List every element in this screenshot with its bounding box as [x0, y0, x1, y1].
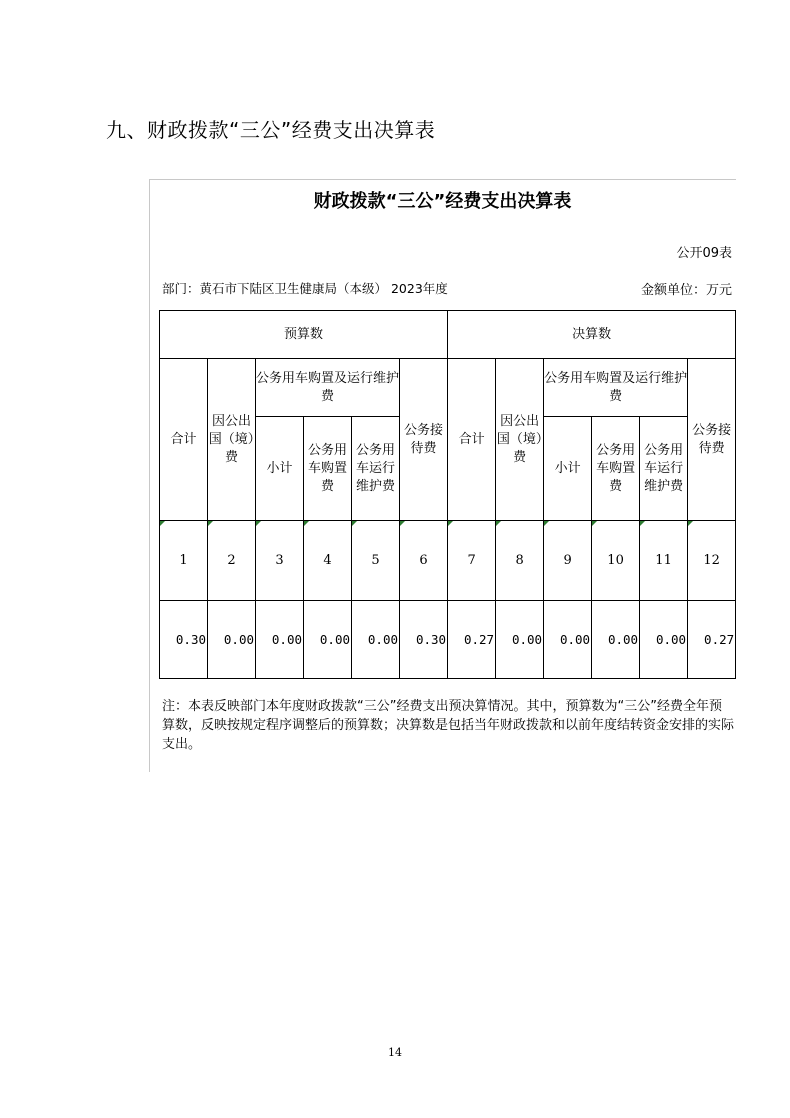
column-number-text: 4 [323, 552, 332, 568]
budget-total-value: 0.30 [160, 601, 208, 679]
cell-indicator [208, 521, 213, 526]
form-code: 公开09表 [676, 246, 732, 261]
final-reception-value: 0.27 [688, 601, 736, 679]
final-vehicle-subtotal-value: 0.00 [544, 601, 592, 679]
cell-indicator [544, 521, 549, 526]
cell-indicator [160, 521, 165, 526]
column-number-text: 1 [179, 552, 188, 568]
cell-indicator [592, 521, 597, 526]
final-vehicle-purchase-value: 0.00 [592, 601, 640, 679]
column-number-text: 2 [227, 552, 236, 568]
final-group-header: 决算数 [448, 311, 736, 359]
final-vehicle-group-header: 公务用车购置及运行维护费 [544, 359, 688, 417]
cell-indicator [256, 521, 261, 526]
budget-vehicle-operation-header: 公务用车运行维护费 [352, 417, 400, 521]
column-number-text: 10 [607, 552, 624, 568]
budget-vehicle-subtotal-value: 0.00 [256, 601, 304, 679]
column-number-text: 9 [563, 552, 572, 568]
budget-reception-value: 0.30 [400, 601, 448, 679]
budget-group-header: 预算数 [160, 311, 448, 359]
cell-indicator [448, 521, 453, 526]
column-number [208, 521, 256, 601]
cell-indicator [640, 521, 645, 526]
value-row [160, 601, 736, 679]
budget-abroad-value: 0.00 [208, 601, 256, 679]
budget-reception-header: 公务接待费 [400, 359, 448, 521]
budget-total-header: 合计 [160, 359, 208, 521]
column-number [400, 521, 448, 601]
page-number: 14 [388, 1046, 402, 1059]
final-vehicle-operation-value: 0.00 [640, 601, 688, 679]
final-vehicle-operation-header: 公务用车运行维护费 [640, 417, 688, 521]
final-vehicle-purchase-header: 公务用车购置费 [592, 417, 640, 521]
final-subtotal-header: 小计 [544, 417, 592, 521]
final-total-header: 合计 [448, 359, 496, 521]
department-label: 部门：黄石市下陆区卫生健康局（本级） 2023年度 [162, 281, 448, 296]
three-public-expense-table [159, 310, 736, 679]
section-heading: 九、财政拨款“三公”经费支出决算表 [106, 118, 436, 142]
column-number [640, 521, 688, 601]
budget-vehicle-purchase-value: 0.00 [304, 601, 352, 679]
column-number [544, 521, 592, 601]
column-number-text: 7 [467, 552, 476, 568]
final-abroad-header: 因公出国（境）费 [496, 359, 544, 521]
sheet-title: 财政拨款“三公”经费支出决算表 [313, 191, 572, 212]
column-number [592, 521, 640, 601]
budget-vehicle-operation-value: 0.00 [352, 601, 400, 679]
column-number [304, 521, 352, 601]
column-number [352, 521, 400, 601]
sheet-frame-left-border [149, 179, 150, 772]
column-number-row [160, 521, 736, 601]
unit-label: 金额单位：万元 [640, 283, 732, 298]
cell-indicator [304, 521, 309, 526]
column-number [160, 521, 208, 601]
sheet-frame-top-border [149, 179, 736, 180]
column-number-text: 8 [515, 552, 524, 568]
final-abroad-value: 0.00 [496, 601, 544, 679]
budget-subtotal-header: 小计 [256, 417, 304, 521]
column-number-text: 11 [655, 552, 672, 568]
cell-indicator [400, 521, 405, 526]
table-note: 注：本表反映部门本年度财政拨款“三公”经费支出预决算情况。其中，预算数为“三公”经费全年预算数，反映按规定程序调整后的预算数；决算数是包括当年财政拨款和以前年度结转资金安排的实际支出。 [162, 699, 735, 752]
column-number-text: 6 [419, 552, 428, 568]
column-number-text: 12 [703, 552, 720, 568]
budget-vehicle-group-header: 公务用车购置及运行维护费 [256, 359, 400, 417]
column-number-text: 5 [371, 552, 380, 568]
column-number [256, 521, 304, 601]
column-number-text: 3 [275, 552, 284, 568]
column-number [688, 521, 736, 601]
final-total-value: 0.27 [448, 601, 496, 679]
budget-vehicle-purchase-header: 公务用车购置费 [304, 417, 352, 521]
column-number [448, 521, 496, 601]
cell-indicator [496, 521, 501, 526]
cell-indicator [688, 521, 693, 526]
final-reception-header: 公务接待费 [688, 359, 736, 521]
cell-indicator [352, 521, 357, 526]
column-number [496, 521, 544, 601]
budget-abroad-header: 因公出国（境）费 [208, 359, 256, 521]
